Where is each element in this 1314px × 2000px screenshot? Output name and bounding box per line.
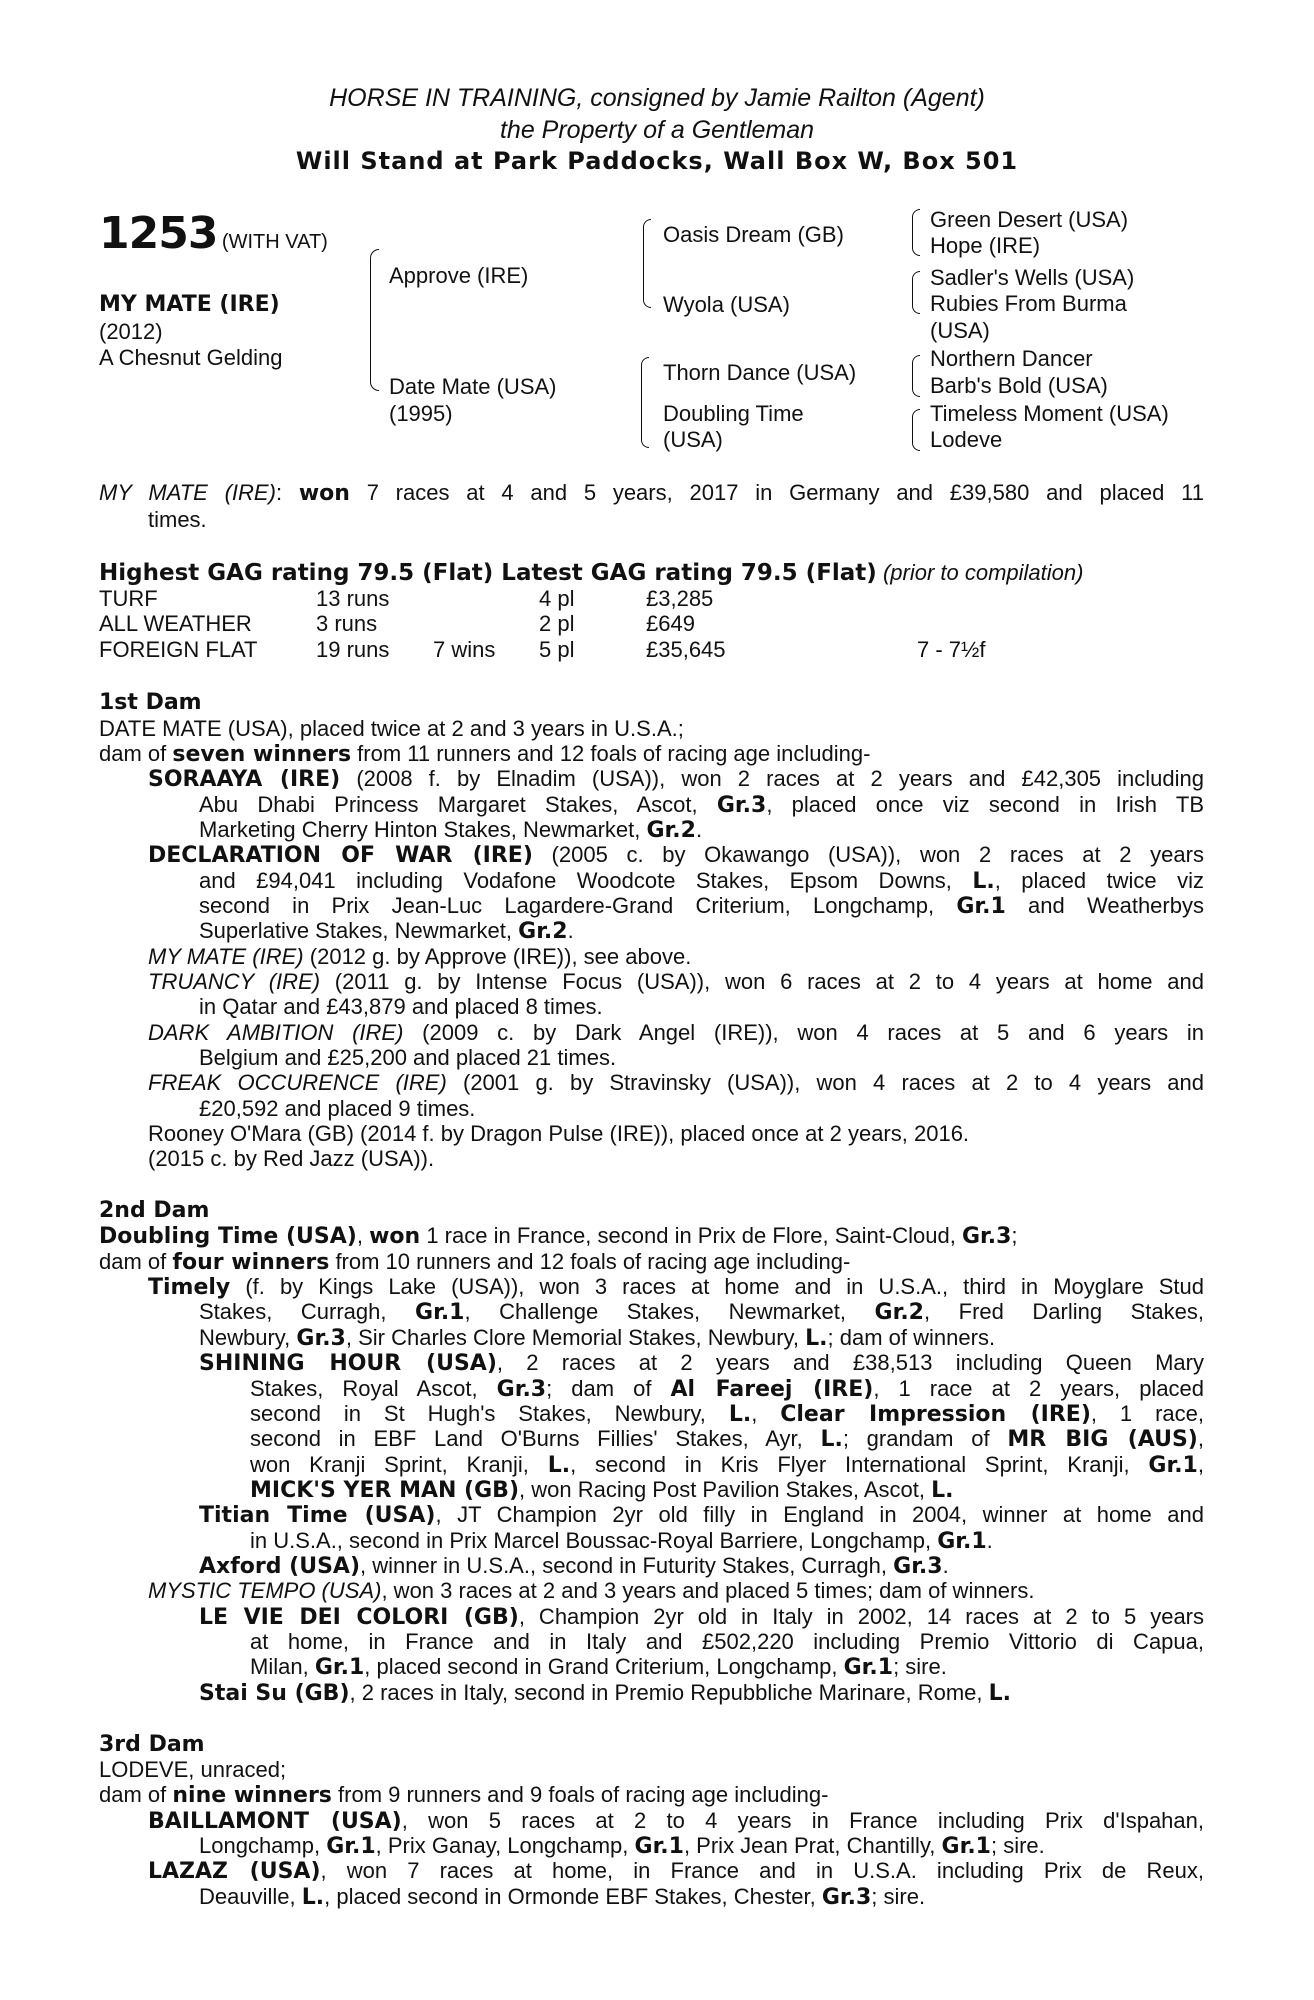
dam3-line-1: LODEVE, unraced; xyxy=(99,1757,287,1782)
horse-description: A Chesnut Gelding xyxy=(99,345,283,370)
truancy-line-2: in Qatar and £43,879 and placed 8 times. xyxy=(199,994,603,1019)
ratings-type: FOREIGN FLAT xyxy=(99,637,258,662)
shining-line-5: won Kranji Sprint, Kranji, L., second in Kris Flyer International Sprint, Kranji, Gr.1, xyxy=(250,1452,1204,1478)
ratings-type: TURF xyxy=(99,586,158,611)
pedigree-dam-sire: Thorn Dance (USA) xyxy=(663,360,857,385)
ratings-distance: 7 - 7½f xyxy=(917,637,986,662)
summary-line-1: MY MATE (IRE): won 7 races at 4 and 5 years, 2017 in Germany and £39,580 and placed 11 xyxy=(99,480,1204,506)
pedigree-sds: Sadler's Wells (USA) xyxy=(930,265,1135,290)
progeny-name: Stai Su (GB) xyxy=(199,1681,350,1706)
dam3-line-2: dam of nine winners from 9 runners and 9 foals of racing age including- xyxy=(99,1782,829,1808)
summary-text: 7 races at 4 and 5 years, 2017 in Germany and £39,580 and placed 11 xyxy=(366,480,1204,505)
dark-line-2: Belgium and £25,200 and placed 21 times. xyxy=(199,1045,617,1070)
progeny-name: DARK AMBITION (IRE) xyxy=(148,1020,404,1045)
winner-count: four winners xyxy=(172,1250,330,1275)
soraaya-line-3: Marketing Cherry Hinton Stakes, Newmarket, Gr.2. xyxy=(199,817,703,843)
pedigree-dam: Date Mate (USA) xyxy=(389,374,557,399)
pedigree-brace xyxy=(912,271,920,296)
lazaz-line-2: Deauville, L., placed second in Ormonde EBF Stakes, Chester, Gr.3; sire. xyxy=(199,1884,926,1910)
ratings-runs: 13 runs xyxy=(316,586,390,611)
pedigree-dam-year: (1995) xyxy=(389,401,453,426)
progeny-name: Timely xyxy=(148,1275,231,1300)
ratings-amount: £649 xyxy=(646,611,695,636)
titian-line-1: Titian Time (USA), JT Champion 2yr old filly in England in 2004, winner at home and xyxy=(199,1502,1204,1528)
progeny-name: Axford (USA) xyxy=(199,1554,361,1579)
titian-line-2: in U.S.A., second in Prix Marcel Boussac-Royal Barriere, Longchamp, Gr.1. xyxy=(250,1528,993,1554)
progeny-name: TRUANCY (IRE) xyxy=(148,969,321,994)
pedigree-brace xyxy=(912,295,920,314)
pedigree-sdd: Rubies From Burma xyxy=(930,291,1127,316)
progeny-name: FREAK OCCURENCE (IRE) xyxy=(148,1070,447,1095)
pedigree-ddd: Lodeve xyxy=(930,427,1003,452)
ratings-note: (prior to compilation) xyxy=(882,560,1084,585)
ratings-runs: 19 runs xyxy=(316,637,390,662)
progeny-name: SHINING HOUR (USA) xyxy=(199,1351,497,1376)
soraaya-line-1: SORAAYA (IRE) (2008 f. by Elnadim (USA)), won 2 races at 2 years and £42,305 including xyxy=(148,766,1204,792)
pedigree-dsd: Barb's Bold (USA) xyxy=(930,373,1108,398)
truancy-line-1: TRUANCY (IRE) (2011 g. by Intense Focus (USA)), won 6 races at 2 to 4 years at home and xyxy=(148,969,1204,994)
progeny-name: MYSTIC TEMPO (USA) xyxy=(148,1578,382,1603)
lot-number: 1253 xyxy=(99,208,218,259)
winner-count: nine winners xyxy=(172,1783,332,1808)
axford-line: Axford (USA), winner in U.S.A., second in Futurity Stakes, Curragh, Gr.3. xyxy=(199,1553,949,1579)
shining-line-4: second in EBF Land O'Burns Fillies' Stakes, Ayr, L.; grandam of MR BIG (AUS), xyxy=(250,1426,1204,1452)
pedigree-dss: Northern Dancer xyxy=(930,346,1093,371)
summary-horse-name: MY MATE (IRE) xyxy=(99,480,276,505)
progeny-name: DECLARATION OF WAR (IRE) xyxy=(148,843,533,868)
dark-line-1: DARK AMBITION (IRE) (2009 c. by Dark Angel (IRE)), won 4 races at 5 and 6 years in xyxy=(148,1020,1204,1045)
timely-line-3: Newbury, Gr.3, Sir Charles Clore Memorial Stakes, Newbury, L.; dam of winners. xyxy=(199,1325,996,1351)
mymate-line: MY MATE (IRE) (2012 g. by Approve (IRE)), see above. xyxy=(148,944,692,969)
dam2-line-1: Doubling Time (USA), won 1 race in France, second in Prix de Flore, Saint-Cloud, Gr.3; xyxy=(99,1223,1018,1249)
rooney-line: Rooney O'Mara (GB) (2014 f. by Dragon Pulse (IRE)), placed once at 2 years, 2016. xyxy=(148,1121,970,1146)
freak-line-1: FREAK OCCURENCE (IRE) (2001 g. by Stravinsky (USA)), won 4 races at 2 to 4 years and xyxy=(148,1070,1204,1095)
dam2-line-2: dam of four winners from 10 runners and 12 foals of racing age including- xyxy=(99,1249,851,1275)
dam1-line-2: dam of seven winners from 11 runners and 12 foals of racing age including- xyxy=(99,741,871,767)
progeny-name: LAZAZ (USA) xyxy=(148,1859,321,1884)
horse-year: (2012) xyxy=(99,319,163,344)
header-line-3: Will Stand at Park Paddocks, Wall Box W, Box 501 xyxy=(295,147,1019,175)
ratings-heading xyxy=(99,560,1083,586)
pedigree-dds: Timeless Moment (USA) xyxy=(930,401,1169,426)
ratings-pl: 4 pl xyxy=(539,586,575,611)
dam1-line-1: DATE MATE (USA), placed twice at 2 and 3 years in U.S.A.; xyxy=(99,716,684,741)
pedigree-ssd: Hope (IRE) xyxy=(930,233,1041,258)
declaration-line-2: and £94,041 including Vodafone Woodcote Stakes, Epsom Downs, L., placed twice viz xyxy=(199,868,1204,894)
header-line-1: HORSE IN TRAINING, consigned by Jamie Railton (Agent) xyxy=(329,84,985,112)
pedigree-sire: Approve (IRE) xyxy=(389,263,529,288)
ratings-runs: 3 runs xyxy=(316,611,378,636)
dam2-heading: 2nd Dam xyxy=(99,1198,210,1223)
soraaya-line-2: Abu Dhabi Princess Margaret Stakes, Ascot, Gr.3, placed once viz second in Irish TB xyxy=(199,792,1204,818)
shining-line-3: second in St Hugh's Stakes, Newbury, L., Clear Impression (IRE), 1 race, xyxy=(250,1401,1204,1427)
dam3-heading: 3rd Dam xyxy=(99,1732,205,1757)
pedigree-brace xyxy=(912,378,920,397)
winner-count: seven winners xyxy=(172,742,352,767)
progeny-name: SORAAYA (IRE) xyxy=(148,767,341,792)
pedigree-sdd-2: (USA) xyxy=(930,318,990,343)
ratings-type: ALL WEATHER xyxy=(99,611,252,636)
pedigree-brace xyxy=(912,355,920,379)
shining-line-1: SHINING HOUR (USA), 2 races at 2 years and £38,513 including Queen Mary xyxy=(199,1350,1204,1376)
summary-line-2: times. xyxy=(148,507,207,532)
ratings-amount: £3,285 xyxy=(646,586,714,611)
stai-line: Stai Su (GB), 2 races in Italy, second in Premio Repubbliche Marinare, Rome, L. xyxy=(199,1680,1012,1706)
header-line-2: the Property of a Gentleman xyxy=(499,116,815,144)
pedigree-dam-dam: Doubling Time xyxy=(663,401,804,426)
levie-line-2: at home, in France and in Italy and £502,220 including Premio Vittorio di Capua, xyxy=(250,1629,1204,1654)
declaration-line-1: DECLARATION OF WAR (IRE) (2005 c. by Okawango (USA)), won 2 races at 2 years xyxy=(148,842,1204,868)
lot-heading xyxy=(99,208,328,259)
baillamont-line-1: BAILLAMONT (USA), won 5 races at 2 to 4 years in France including Prix d'Ispahan, xyxy=(148,1808,1204,1834)
ratings-wins: 7 wins xyxy=(433,637,496,662)
pedigree-brace xyxy=(641,357,649,406)
progeny-name: BAILLAMONT (USA) xyxy=(148,1809,402,1834)
progeny-name: LE VIE DEI COLORI (GB) xyxy=(199,1605,519,1630)
pedigree-brace xyxy=(912,409,920,431)
declaration-line-3: second in Prix Jean-Luc Lagardere-Grand Criterium, Longchamp, Gr.1 and Weatherbys xyxy=(199,893,1204,919)
declaration-line-4: Superlative Stakes, Newmarket, Gr.2. xyxy=(199,918,574,944)
redjazz-line: (2015 c. by Red Jazz (USA)). xyxy=(148,1146,435,1171)
lot-vat: (WITH VAT) xyxy=(221,231,328,253)
pedigree-brace xyxy=(370,249,379,344)
shining-line-6: MICK'S YER MAN (GB), won Racing Post Pavilion Stakes, Ascot, L. xyxy=(250,1477,954,1503)
pedigree-sire-sire: Oasis Dream (GB) xyxy=(663,222,844,247)
pedigree-dam-dam-2: (USA) xyxy=(663,427,723,452)
baillamont-line-2: Longchamp, Gr.1, Prix Ganay, Longchamp, Gr.1, Prix Jean Prat, Chantilly, Gr.1; sire. xyxy=(199,1833,1045,1859)
progeny-name: Titian Time (USA) xyxy=(199,1503,436,1528)
ratings-heading-text: Highest GAG rating 79.5 (Flat) Latest GAG rating 79.5 (Flat) xyxy=(99,560,877,586)
ratings-pl: 5 pl xyxy=(539,637,575,662)
pedigree-brace xyxy=(643,263,651,308)
shining-line-2: Stakes, Royal Ascot, Gr.3; dam of Al Fareej (IRE), 1 race at 2 years, placed xyxy=(250,1376,1205,1402)
horse-name: MY MATE (IRE) xyxy=(99,292,280,317)
pedigree-sire-dam: Wyola (USA) xyxy=(663,292,790,317)
levie-line-1: LE VIE DEI COLORI (GB), Champion 2yr old in Italy in 2002, 14 races at 2 to 5 years xyxy=(199,1604,1205,1630)
dam1-heading: 1st Dam xyxy=(99,690,202,715)
pedigree-brace xyxy=(912,430,920,451)
pedigree-brace xyxy=(912,209,920,234)
levie-line-3: Milan, Gr.1, placed second in Grand Criterium, Longchamp, Gr.1; sire. xyxy=(250,1654,947,1680)
ratings-amount: £35,645 xyxy=(646,637,726,662)
pedigree-brace xyxy=(641,405,649,448)
lazaz-line-1: LAZAZ (USA), won 7 races at home, in France and in U.S.A. including Prix de Reux, xyxy=(148,1858,1204,1884)
timely-line-1: Timely (f. by Kings Lake (USA)), won 3 races at home and in U.S.A., third in Moyglare Stud xyxy=(148,1274,1204,1300)
freak-line-2: £20,592 and placed 9 times. xyxy=(199,1096,476,1121)
timely-line-2: Stakes, Curragh, Gr.1, Challenge Stakes, Newmarket, Gr.2, Fred Darling Stakes, xyxy=(199,1299,1204,1325)
mystic-line: MYSTIC TEMPO (USA), won 3 races at 2 and 3 years and placed 5 times; dam of winners. xyxy=(148,1578,1035,1603)
pedigree-brace xyxy=(643,219,651,264)
pedigree-brace xyxy=(370,343,379,391)
pedigree-brace xyxy=(912,233,920,256)
progeny-name: MY MATE (IRE) xyxy=(148,944,304,969)
summary-won: won xyxy=(298,481,350,506)
ratings-pl: 2 pl xyxy=(539,611,575,636)
pedigree-sss: Green Desert (USA) xyxy=(930,207,1129,232)
